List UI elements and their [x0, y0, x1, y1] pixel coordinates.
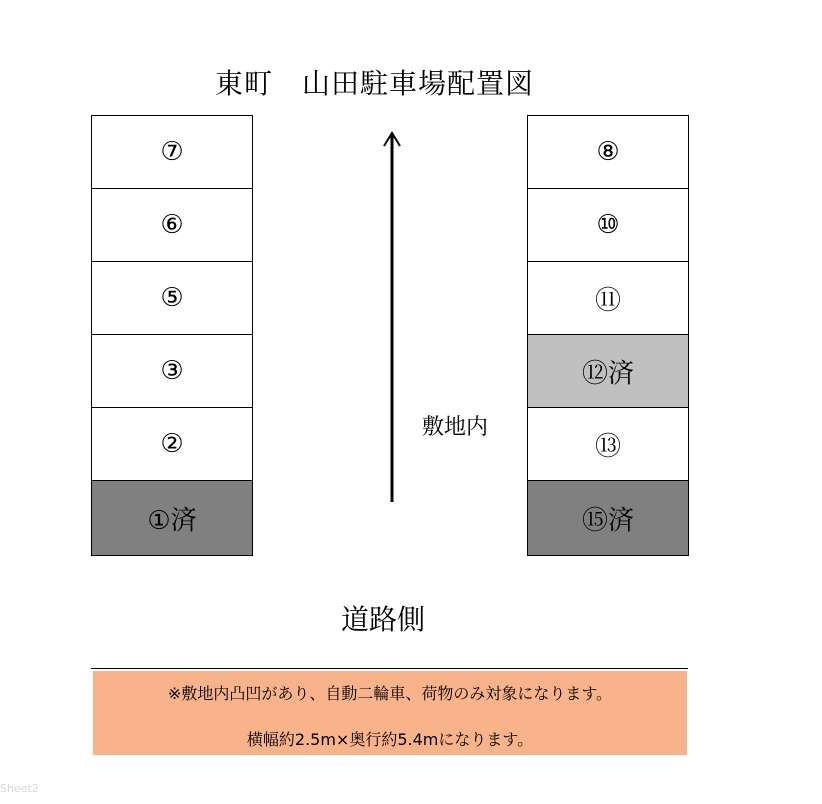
parking-space-8: ⑧ — [528, 116, 688, 189]
parking-space-2: ② — [92, 408, 252, 481]
right-parking-column — [527, 115, 689, 556]
road-side-label: 道路側 — [341, 603, 426, 636]
parking-space-7: ⑦ — [92, 116, 252, 189]
parking-space-15-taken: ⑮済 — [528, 481, 688, 555]
left-parking-column — [91, 115, 253, 556]
note-line-2: 横幅約2.5m×奥行約5.4mになります。 — [246, 730, 534, 749]
note-divider — [91, 668, 688, 669]
note-line-1: ※敷地内凸凹があり、自動二輪車、荷物のみ対象になります。 — [167, 684, 613, 703]
parking-space-1-taken: ①済 — [92, 481, 252, 555]
note-box — [93, 671, 687, 755]
parking-space-5: ⑤ — [92, 262, 252, 335]
direction-arrow-icon — [380, 130, 404, 502]
parking-space-3: ③ — [92, 335, 252, 408]
parking-space-12-taken: ⑫済 — [528, 335, 688, 408]
sheet-tab: Sheet2 — [0, 782, 39, 795]
parking-space-11: ⑪ — [528, 262, 688, 335]
parking-space-10: ⑩ — [528, 189, 688, 262]
premises-label: 敷地内 — [422, 415, 489, 440]
parking-space-13: ⑬ — [528, 408, 688, 481]
parking-space-6: ⑥ — [92, 189, 252, 262]
diagram-title: 東町 山田駐車場配置図 — [215, 67, 535, 100]
